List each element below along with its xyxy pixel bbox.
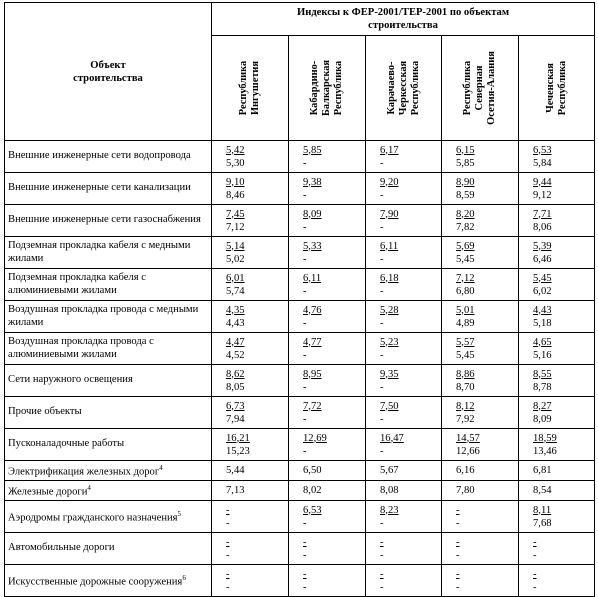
- index-value-bottom: 5,45: [456, 253, 475, 265]
- index-value-top: 14,57: [456, 432, 480, 444]
- index-cell: [212, 429, 289, 461]
- index-cell: [289, 365, 366, 397]
- object-name: Электрификация железных дорог: [8, 466, 160, 478]
- index-value-top: 8,23: [380, 504, 399, 516]
- index-value-bottom: 8,70: [456, 381, 475, 393]
- footnote-mark: 4: [87, 484, 91, 493]
- index-value-bottom: 8,06: [533, 221, 552, 233]
- index-value-top: 6,11: [303, 272, 322, 284]
- index-value-top: 12,69: [303, 432, 327, 444]
- index-value-top: 9,38: [303, 176, 322, 188]
- object-name-cell: [5, 429, 212, 461]
- index-cell: [442, 333, 519, 365]
- index-value-bottom: -: [303, 285, 307, 297]
- index-value-bottom: -: [380, 221, 384, 233]
- index-value-bottom: -: [380, 253, 384, 265]
- index-value-bottom: 7,94: [226, 413, 245, 425]
- index-cell: [212, 269, 289, 301]
- object-name: Внешние инженерные сети водопровода: [8, 150, 191, 162]
- index-value-top: 4,76: [303, 304, 322, 316]
- region-column-header: [442, 36, 519, 141]
- index-cell: [212, 205, 289, 237]
- index-value-top: -: [533, 568, 537, 580]
- index-value-top: -: [456, 568, 460, 580]
- table-row: [5, 565, 595, 597]
- index-value-top: 4,65: [533, 336, 552, 348]
- index-cell: [519, 205, 595, 237]
- index-value-top: 6,15: [456, 144, 475, 156]
- index-value-bottom: 5,18: [533, 317, 552, 329]
- index-cell: [366, 481, 442, 501]
- index-value-bottom: -: [380, 413, 384, 425]
- index-cell: [519, 301, 595, 333]
- index-value-bottom: 8,46: [226, 189, 245, 201]
- index-cell: [366, 237, 442, 269]
- index-value-top: 8,27: [533, 400, 552, 412]
- index-value-top: 4,35: [226, 304, 245, 316]
- index-cell: [212, 365, 289, 397]
- object-name: Пусконаладочные работы: [8, 438, 125, 450]
- index-cell: [519, 501, 595, 533]
- index-cell: [442, 501, 519, 533]
- index-value-bottom: -: [380, 381, 384, 393]
- object-name: Искусственные дорожные сооружения: [8, 576, 183, 588]
- index-value-bottom: -: [380, 349, 384, 361]
- index-value-bottom: -: [380, 549, 384, 561]
- table-row: [5, 205, 595, 237]
- object-name: Воздушная прокладка провода с медными жилами: [8, 304, 199, 328]
- index-cell: [442, 269, 519, 301]
- index-value-bottom: 8,05: [226, 381, 245, 393]
- object-name-cell: [5, 205, 212, 237]
- index-cell: [442, 173, 519, 205]
- index-cell: [212, 461, 289, 481]
- index-value-top: 8,90: [456, 176, 475, 188]
- index-value-top: 7,71: [533, 208, 552, 220]
- index-value-top: 6,18: [380, 272, 399, 284]
- index-cell: [289, 461, 366, 481]
- table-row: [5, 173, 595, 205]
- index-value-top: 7,72: [303, 400, 322, 412]
- index-value-bottom: 5,30: [226, 157, 245, 169]
- index-cell: [519, 565, 595, 597]
- object-name: Воздушная прокладка провода с алюминиевыми жилами: [8, 336, 154, 360]
- region-name: Кабардино-Балкарская Республика: [309, 59, 344, 117]
- index-cell: [289, 173, 366, 205]
- footnote-mark: 4: [159, 464, 163, 472]
- index-value-bottom: -: [303, 581, 307, 593]
- index-value-top: 16,21: [226, 432, 250, 444]
- index-value-top: 6,53: [303, 504, 322, 516]
- index-value-top: -: [380, 536, 384, 548]
- index-cell: [289, 397, 366, 429]
- index-value-bottom: 7,82: [456, 221, 475, 233]
- index-value-bottom: 8,59: [456, 189, 475, 201]
- index-value-top: -: [303, 536, 307, 548]
- index-value-bottom: 5,84: [533, 157, 552, 169]
- index-value-top: 7,90: [380, 208, 399, 220]
- index-value-bottom: -: [226, 581, 230, 593]
- object-name: Внешние инженерные сети канализации: [8, 182, 191, 194]
- index-value-bottom: -: [226, 549, 230, 561]
- index-cell: [442, 205, 519, 237]
- index-cell: [212, 173, 289, 205]
- index-cell: [366, 301, 442, 333]
- index-value-bottom: -: [303, 413, 307, 425]
- index-cell: [519, 237, 595, 269]
- index-value: 5,67: [380, 465, 399, 477]
- index-value-top: 4,43: [533, 304, 552, 316]
- index-cell: [442, 481, 519, 501]
- index-cell: [519, 365, 595, 397]
- index-value-top: 7,45: [226, 208, 245, 220]
- index-value-top: 6,17: [380, 144, 399, 156]
- index-value-top: 8,09: [303, 208, 322, 220]
- index-cell: [519, 397, 595, 429]
- index-cell: [289, 141, 366, 173]
- table-row: [5, 237, 595, 269]
- index-cell: [519, 269, 595, 301]
- index-cell: [289, 237, 366, 269]
- index-value-bottom: 9,12: [533, 189, 552, 201]
- index-cell: [519, 533, 595, 565]
- index-cell: [366, 269, 442, 301]
- index-value-bottom: -: [456, 581, 460, 593]
- index-value: 5,44: [226, 465, 245, 477]
- index-value: 8,02: [303, 485, 322, 497]
- object-name-cell: [5, 501, 212, 533]
- index-cell: [519, 481, 595, 501]
- index-value-top: 8,55: [533, 368, 552, 380]
- index-cell: [366, 333, 442, 365]
- index-value-bottom: -: [303, 549, 307, 561]
- index-cell: [366, 461, 442, 481]
- object-name-cell: [5, 565, 212, 597]
- region-name: Республика Северная Осетия-Алания: [462, 51, 497, 125]
- object-name: Железные дороги: [8, 486, 88, 498]
- index-value-top: 9,44: [533, 176, 552, 188]
- index-value-top: 5,39: [533, 240, 552, 252]
- index-value-bottom: 6,02: [533, 285, 552, 297]
- index-cell: [519, 173, 595, 205]
- footnote-mark: 6: [182, 574, 186, 583]
- index-cell: [442, 237, 519, 269]
- table-row: [5, 429, 595, 461]
- index-cell: [289, 481, 366, 501]
- object-name: Внешние инженерные сети газоснабжения: [8, 214, 201, 226]
- index-value-top: 7,12: [456, 272, 475, 284]
- index-value-bottom: 4,52: [226, 349, 245, 361]
- index-cell: [519, 461, 595, 481]
- index-cell: [366, 533, 442, 565]
- index-cell: [366, 365, 442, 397]
- object-name-cell: [5, 461, 212, 481]
- index-value-bottom: 5,02: [226, 253, 245, 265]
- index-cell: [442, 533, 519, 565]
- index-value-bottom: -: [303, 317, 307, 329]
- index-value-top: 5,57: [456, 336, 475, 348]
- index-value-top: -: [456, 504, 460, 516]
- index-value-top: 8,95: [303, 368, 322, 380]
- object-name-cell: [5, 533, 212, 565]
- index-cell: [289, 205, 366, 237]
- index-cell: [519, 429, 595, 461]
- object-name-cell: [5, 365, 212, 397]
- index-cell: [442, 397, 519, 429]
- index-value: 6,81: [533, 465, 552, 477]
- object-name: Прочие объекты: [8, 406, 82, 418]
- index-value-bottom: -: [303, 221, 307, 233]
- index-value-bottom: -: [303, 445, 307, 457]
- object-name-cell: [5, 269, 212, 301]
- index-cell: [212, 501, 289, 533]
- index-value-top: 5,45: [533, 272, 552, 284]
- index-value-bottom: -: [303, 157, 307, 169]
- object-name-cell: [5, 301, 212, 333]
- index-cell: [212, 301, 289, 333]
- index-value-bottom: -: [380, 581, 384, 593]
- object-name-cell: [5, 481, 212, 501]
- index-value-top: -: [303, 568, 307, 580]
- index-cell: [289, 565, 366, 597]
- index-value-bottom: -: [380, 317, 384, 329]
- index-cell: [289, 533, 366, 565]
- object-name-cell: [5, 141, 212, 173]
- index-value-top: 5,14: [226, 240, 245, 252]
- index-value-top: 8,12: [456, 400, 475, 412]
- index-value-bottom: 7,92: [456, 413, 475, 425]
- region-name: Республика Ингушетия: [238, 60, 261, 116]
- table-row: [5, 141, 595, 173]
- index-value-top: 8,11: [533, 504, 552, 516]
- index-value-bottom: 7,68: [533, 517, 552, 529]
- index-value-top: -: [380, 568, 384, 580]
- region-column-header: [212, 36, 289, 141]
- index-value-bottom: 5,16: [533, 349, 552, 361]
- index-cell: [442, 429, 519, 461]
- index-value-bottom: -: [456, 517, 460, 529]
- table-row: [5, 333, 595, 365]
- table-row: [5, 269, 595, 301]
- object-name-cell: [5, 173, 212, 205]
- indices-table: [4, 2, 595, 597]
- index-cell: [289, 301, 366, 333]
- index-value-top: 7,50: [380, 400, 399, 412]
- index-cell: [366, 173, 442, 205]
- index-cell: [442, 565, 519, 597]
- index-value-bottom: -: [226, 517, 230, 529]
- index-value-top: 4,47: [226, 336, 245, 348]
- index-value-bottom: -: [380, 189, 384, 201]
- index-value: 7,13: [226, 485, 245, 497]
- index-value-top: 8,62: [226, 368, 245, 380]
- index-cell: [366, 429, 442, 461]
- index-value-bottom: 15,23: [226, 445, 250, 457]
- index-value-top: 5,28: [380, 304, 399, 316]
- index-value-bottom: -: [533, 549, 537, 561]
- index-value-bottom: -: [380, 157, 384, 169]
- index-cell: [442, 365, 519, 397]
- index-value-top: 18,59: [533, 432, 557, 444]
- indices-header: Индексы к ФЕР-2001/ТЕР-2001 по объектам строительства: [212, 3, 595, 36]
- index-value-top: 5,01: [456, 304, 475, 316]
- index-value-top: 4,77: [303, 336, 322, 348]
- table-row: [5, 397, 595, 429]
- index-value-bottom: -: [380, 285, 384, 297]
- index-cell: [442, 301, 519, 333]
- index-cell: [442, 461, 519, 481]
- index-value-top: 8,86: [456, 368, 475, 380]
- index-value-top: 6,11: [380, 240, 399, 252]
- index-value-top: -: [533, 536, 537, 548]
- object-name-cell: [5, 333, 212, 365]
- index-value-bottom: 6,80: [456, 285, 475, 297]
- index-value-top: 5,85: [303, 144, 322, 156]
- index-value-top: -: [226, 536, 230, 548]
- index-value-top: 5,23: [380, 336, 399, 348]
- index-cell: [366, 501, 442, 533]
- object-name-cell: [5, 237, 212, 269]
- index-value: 8,08: [380, 485, 399, 497]
- index-value-bottom: 5,85: [456, 157, 475, 169]
- index-value: 6,16: [456, 465, 475, 477]
- index-value-top: -: [226, 504, 230, 516]
- object-name: Аэродромы гражданского назначения: [8, 512, 178, 524]
- index-value-bottom: 4,43: [226, 317, 245, 329]
- index-value-top: 6,53: [533, 144, 552, 156]
- index-value-bottom: 4,89: [456, 317, 475, 329]
- index-cell: [212, 141, 289, 173]
- index-value-bottom: -: [456, 549, 460, 561]
- region-name: Карачаево-Черкесская Республика: [385, 60, 421, 116]
- index-value-top: 5,33: [303, 240, 322, 252]
- object-name: Подземная прокладка кабеля с алюминиевыми жилами: [8, 272, 146, 296]
- index-value-top: 9,10: [226, 176, 245, 188]
- index-value-bottom: 12,66: [456, 445, 480, 457]
- index-cell: [212, 533, 289, 565]
- index-cell: [212, 333, 289, 365]
- index-value-bottom: 13,46: [533, 445, 557, 457]
- index-value-bottom: -: [380, 445, 384, 457]
- footnote-mark: 5: [177, 510, 182, 519]
- index-value-bottom: -: [303, 189, 307, 201]
- index-value: 7,80: [456, 485, 475, 497]
- index-cell: [289, 429, 366, 461]
- index-value-bottom: 5,45: [456, 349, 475, 361]
- index-value-top: 6,01: [226, 272, 245, 284]
- index-value-top: 5,69: [456, 240, 475, 252]
- index-value-bottom: 8,78: [533, 381, 552, 393]
- object-name: Подземная прокладка кабеля с медными жилами: [8, 240, 191, 264]
- index-cell: [289, 333, 366, 365]
- index-value-bottom: -: [303, 517, 307, 529]
- index-cell: [519, 333, 595, 365]
- index-value-top: -: [226, 568, 230, 580]
- region-column-header: [519, 36, 595, 141]
- region-column-header: [289, 36, 366, 141]
- object-name: Сети наружного освещения: [8, 374, 133, 386]
- index-value-bottom: 7,12: [226, 221, 245, 233]
- index-cell: [442, 141, 519, 173]
- index-value-top: 9,35: [380, 368, 399, 380]
- index-value-top: -: [456, 536, 460, 548]
- index-cell: [289, 269, 366, 301]
- index-value-bottom: 8,09: [533, 413, 552, 425]
- index-cell: [212, 565, 289, 597]
- index-value-bottom: -: [303, 253, 307, 265]
- index-value-bottom: -: [533, 581, 537, 593]
- object-name-cell: [5, 397, 212, 429]
- index-cell: [212, 237, 289, 269]
- index-value-top: 8,20: [456, 208, 475, 220]
- index-cell: [289, 501, 366, 533]
- index-value-top: 6,73: [226, 400, 245, 412]
- index-cell: [212, 397, 289, 429]
- index-value-bottom: 6,46: [533, 253, 552, 265]
- index-cell: [366, 205, 442, 237]
- object-column-header: Объект строительства: [5, 3, 212, 141]
- index-cell: [366, 565, 442, 597]
- index-value-bottom: -: [380, 517, 384, 529]
- region-name: Чеченская Республика: [544, 60, 568, 116]
- table-row: [5, 461, 595, 481]
- index-value-bottom: -: [303, 381, 307, 393]
- index-value-top: 5,42: [226, 144, 245, 156]
- table-row: [5, 533, 595, 565]
- index-value-top: 9,20: [380, 176, 399, 188]
- table-row: [5, 365, 595, 397]
- table-row: [5, 481, 595, 501]
- index-cell: [519, 141, 595, 173]
- index-cell: [366, 141, 442, 173]
- region-column-header: [366, 36, 442, 141]
- index-value-top: 16,47: [380, 432, 404, 444]
- index-value: 6,50: [303, 465, 322, 477]
- table-row: [5, 301, 595, 333]
- table-row: [5, 501, 595, 533]
- index-value-bottom: -: [303, 349, 307, 361]
- index-value: 8,54: [533, 485, 552, 497]
- object-name: Автомобильные дороги: [8, 542, 115, 554]
- index-cell: [366, 397, 442, 429]
- index-value-bottom: 5,74: [226, 285, 245, 297]
- index-cell: [212, 481, 289, 501]
